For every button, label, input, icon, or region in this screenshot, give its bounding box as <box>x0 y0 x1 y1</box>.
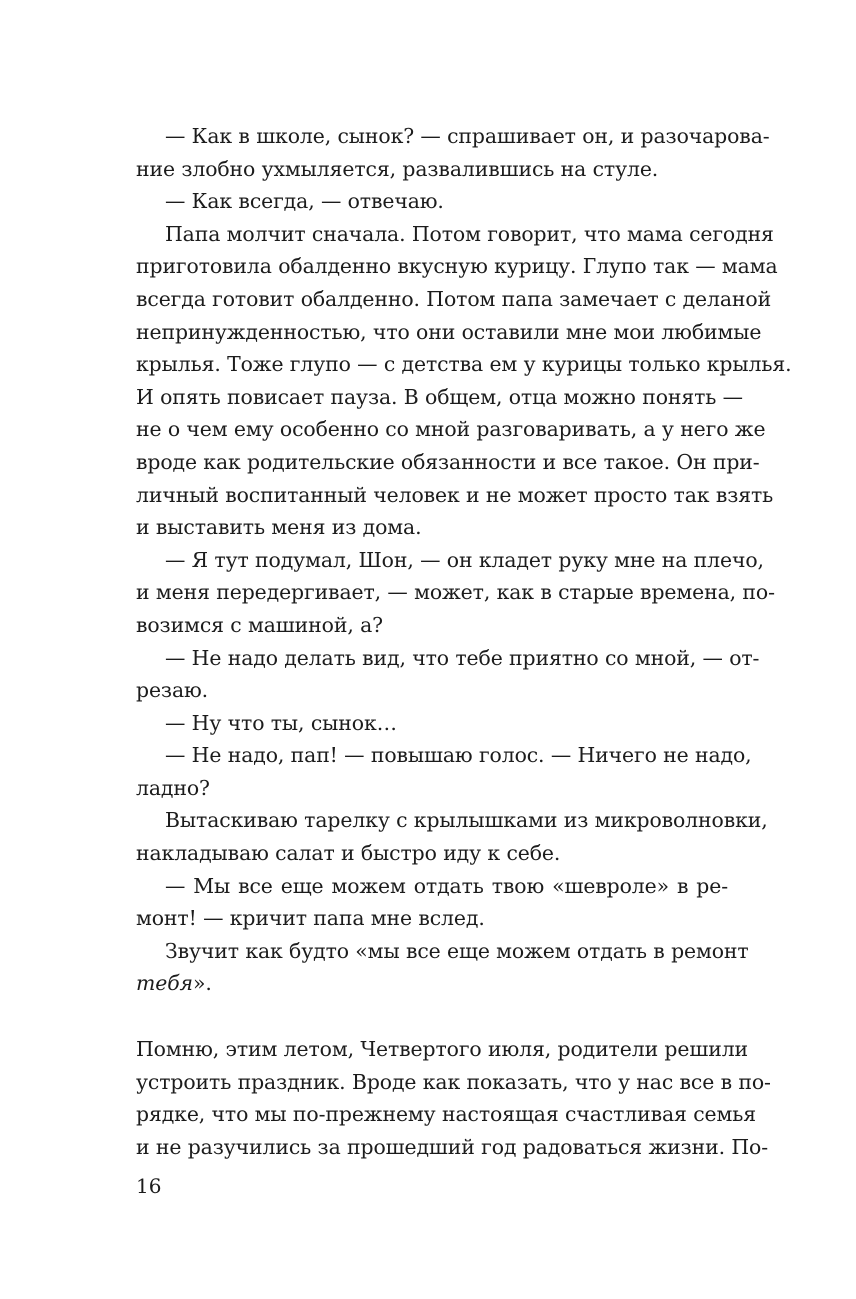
text-line: и выставить меня из дома. <box>136 515 422 540</box>
page-body <box>136 120 792 1163</box>
text-line: — Мы все еще можем отдать твою «шевроле» в ре- <box>165 873 728 898</box>
text-line: — Не надо делать вид, что тебе приятно со мной, — от- <box>165 645 760 670</box>
text-line: непринужденностью, что они оставили мне мои любимые <box>136 319 762 344</box>
text-line: ладно? <box>136 775 210 800</box>
text-line: Помню, этим летом, Четвертого июля, родители решили <box>136 1037 749 1062</box>
text-line: Звучит как будто «мы все еще можем отдать в ремонт <box>165 938 749 963</box>
text-line: рядке, что мы по-прежнему настоящая счастливая семья <box>136 1102 757 1127</box>
text-line: Вытаскиваю тарелку с крылышками из микроволновки, <box>165 808 768 833</box>
text-line-last <box>136 967 728 1000</box>
text-line: — Не надо, пап! — повышаю голос. — Ничего не надо, <box>165 743 752 768</box>
text-line: возимся с машиной, а? <box>136 612 383 637</box>
text-line: — Ну что ты, сынок… <box>165 710 397 735</box>
text-line-tail: ». <box>192 971 212 996</box>
text-line: устроить праздник. Вроде как показать, что у нас все в по- <box>136 1069 771 1094</box>
text-line: резаю. <box>136 678 209 703</box>
text-line: и меня передергивает, — может, как в старые времена, по- <box>136 580 775 605</box>
text-line: И опять повисает пауза. В общем, отца можно понять — <box>136 384 743 409</box>
text-line: и не разучились за прошедший год радоваться жизни. По- <box>136 1134 769 1159</box>
text-line: — Как всегда, — отвечаю. <box>165 189 444 214</box>
text-line: не о чем ему особенно со мной разговаривать, а у него же <box>136 417 766 442</box>
text-line: приготовила обалденно вкусную курицу. Глупо так — мама <box>136 254 778 279</box>
text-line: всегда готовит обалденно. Потом папа замечает с деланой <box>136 286 772 311</box>
page-number: 16 <box>136 1174 162 1198</box>
text-line: монт! — кричит папа мне вслед. <box>136 906 485 931</box>
text-line: крылья. Тоже глупо — с детства ем у курицы только крылья. <box>136 352 792 377</box>
text-line: Папа молчит сначала. Потом говорит, что мама сегодня <box>165 221 774 246</box>
emphasis-word: тебя <box>136 971 193 996</box>
text-line: личный воспитанный человек и не может просто так взять <box>136 482 774 507</box>
text-line: накладываю салат и быстро иду к себе. <box>136 841 561 866</box>
text-line: ние злобно ухмыляется, развалившись на стуле. <box>136 156 659 181</box>
text-line: вроде как родительские обязанности и все такое. Он при- <box>136 449 760 474</box>
text-line: — Как в школе, сынок? — спрашивает он, и разочарова- <box>165 124 770 148</box>
section-break <box>136 1000 728 1033</box>
text-line: — Я тут подумал, Шон, — он кладет руку мне на плечо, <box>165 547 764 572</box>
